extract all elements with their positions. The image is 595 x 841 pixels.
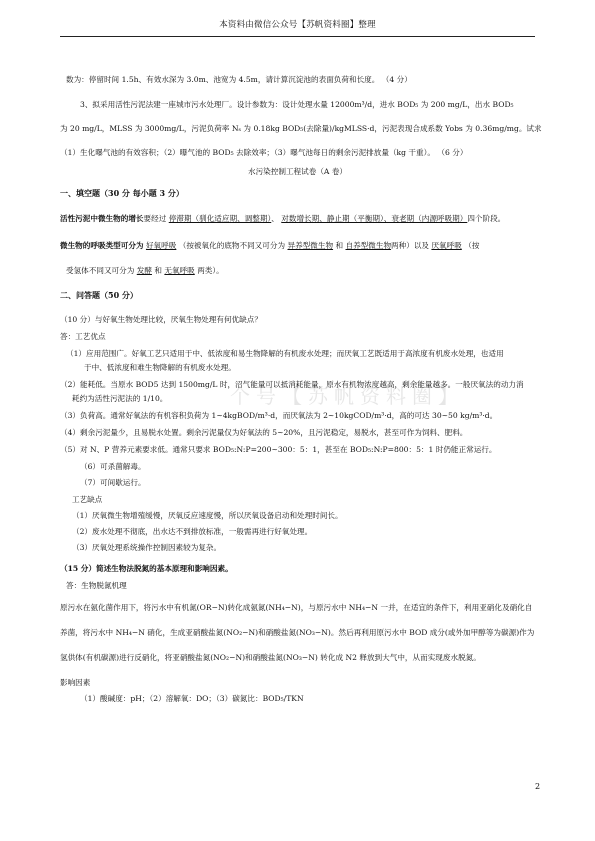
answer-line: （2）能耗低。当原水 BOD5 达到 1500mg/L 时，沼气能量可以抵消耗能量，原水有机物浓度越高，剩余能量越多。一般厌氧法的动力消 [60,380,524,389]
answer-line: 氢供体(有机碳源)进行反硝化，将亚硝酸盐氮(NO₂−N)和硝酸盐氮(NO₃−N) 转化成 N2 释放到大气中，从而实现废水脱氮。 [60,653,481,662]
answer-line: （1）应用范围广。好氧工艺只适用于中、低浓度和易生物降解的有机废水处理；而厌氧工艺既适用于高浓度有机废水处理，也适用 [66,349,504,358]
answer-line: （5）对 N、P 营养元素要求低。通常只要求 BOD₅:N:P=200~300：5：1，甚至在 BOD₅:N:P=800：5：1 时仍能正常运行。 [60,445,497,454]
question-stem: 微生物的呼吸类型可分为 [60,241,144,250]
question-line: （1）生化曝气池的有效容积；（2）曝气池的 BOD₅ 去除效率；（3）曝气池每日的剩余污泥排放量（kg 干重）。 （6 分） [60,148,468,157]
fill-question-2-cont [66,265,224,276]
question-line: 为 20 mg/L，MLSS 为 3000mg/L，污泥负荷率 Nₛ 为 0.18kg BOD₅(去除量)/kgMLSS·d，污泥表现合成系数 Yobs 为 0.36mg/mg。试求 [60,124,542,133]
qa-question: （10 分）与好氧生物处理比较，厌氧生物处理有何优缺点？ [60,315,262,324]
question-text: 受氢体不同又可分为 [66,266,135,275]
answer-line: （1）厌氧微生物增殖缓慢，厌氧反应速度慢，所以厌氧设备启动和处理时间长。 [72,511,343,520]
page-header: 本资料由微信公众号【苏帆资料圈】整理 [219,20,376,30]
section-heading: 二、问答题（50 分） [60,290,138,300]
answer-label: 答：工艺优点 [60,332,106,341]
answer-label: 答：生物脱氮机理 [66,581,127,590]
answer-label: 工艺缺点 [72,495,103,504]
question-line: 3、拟采用活性污泥法建一座城市污水处理厂。设计参数为：设计处理水量 12000m³/d，进水 BOD₅ 为 200 mg/L，出水 BOD₅ [80,100,514,109]
answer-line: （1）酸碱度：pH；（2）溶解氧：DO；（3）碳氮比：BOD₅/TKN [80,694,304,703]
answer-label: 影响因素 [60,678,91,687]
answer-line: （4）剩余污泥量少，且易脱水处置。剩余污泥量仅为好氧法的 5~20%，且污泥稳定，易脱水，甚至可作为饲料、肥料。 [60,428,468,437]
answer-blank: 停滞期（驯化适应期、调整期） [168,214,272,223]
answer-blank: 发酵 [136,266,152,275]
exam-title: 水污染控制工程试卷（A 卷） [247,167,348,176]
question-text: 和 [335,241,344,250]
qa-question: （15 分）简述生物法脱氮的基本原理和影响因素。 [60,564,233,573]
answer-line: （3）负荷高。通常好氧法的有机容积负荷为 1~4kgBOD/m³·d，而厌氧法为 2~10kgCOD/m³·d，高的可达 30~50 kg/m³·d。 [60,411,498,420]
question-text: 、 [271,214,279,223]
question-line: 数为：停留时间 1.5h、有效水深为 3.0m、池宽为 4.5m，请计算沉淀池的表面负荷和长度。 （4 分） [66,75,412,84]
answer-blank: 无氧呼吸 [164,266,195,275]
answer-line: （2）废水处理不彻底，出水达不到排放标准，一般需再进行好氧处理。 [72,527,313,536]
answer-blank: 厌氧呼吸 [431,241,462,250]
question-text: 要经过 [143,214,167,223]
section-heading: 一、填空题（30 分 每小题 3 分） [60,188,184,198]
fill-question-1 [60,213,505,224]
question-text: （按被氧化的底物不同又可分为 [178,241,286,250]
fill-question-2 [60,240,479,251]
question-text: 四个阶段。 [467,214,506,223]
answer-blank: 自养型微生物 [345,241,392,250]
answer-blank: 异养型微生物 [287,241,334,250]
answer-line: 养菌，将污水中 NH₄−N 硝化，生成亚硝酸盐氮(NO₂−N)和硝酸盐氮(NO₃−N)。然后再利用原污水中 BOD 成分(或外加甲醇等为碳源)作为 [60,628,535,637]
question-text: 两类）。 [197,266,224,275]
question-text: 和 [154,266,162,275]
answer-blank: 好氧呼吸 [145,241,177,250]
answer-line: （7）可间歇运行。 [80,478,146,487]
answer-line: 原污水在氨化菌作用下，将污水中有机氮(OR−N)转化成氨氮(NH₄−N)，与原污水中 NH₄−N 一并，在适宜的条件下，利用亚硝化及硝化自 [60,603,533,612]
question-text: 两种）以及 [391,241,430,250]
answer-line: 耗约为活性污泥法的 1/10。 [72,394,168,403]
answer-line: （3）厌氧处理系统操作控制因素较为复杂。 [72,543,222,552]
header-divider [60,36,535,37]
page-number: 2 [535,782,541,791]
answer-line: 于中、低浓度和难生物降解的有机废水处理。 [84,363,236,372]
watermark: 个号【苏帆资料圈】 [230,384,464,408]
answer-blank: 对数增长期、静止期（平衡期）、衰老期（内源呼吸期） [281,214,468,223]
question-text: （按 [464,241,480,250]
question-stem: 活性污泥中微生物的增长 [60,214,144,223]
answer-line: （6）可杀菌解毒。 [80,462,146,471]
